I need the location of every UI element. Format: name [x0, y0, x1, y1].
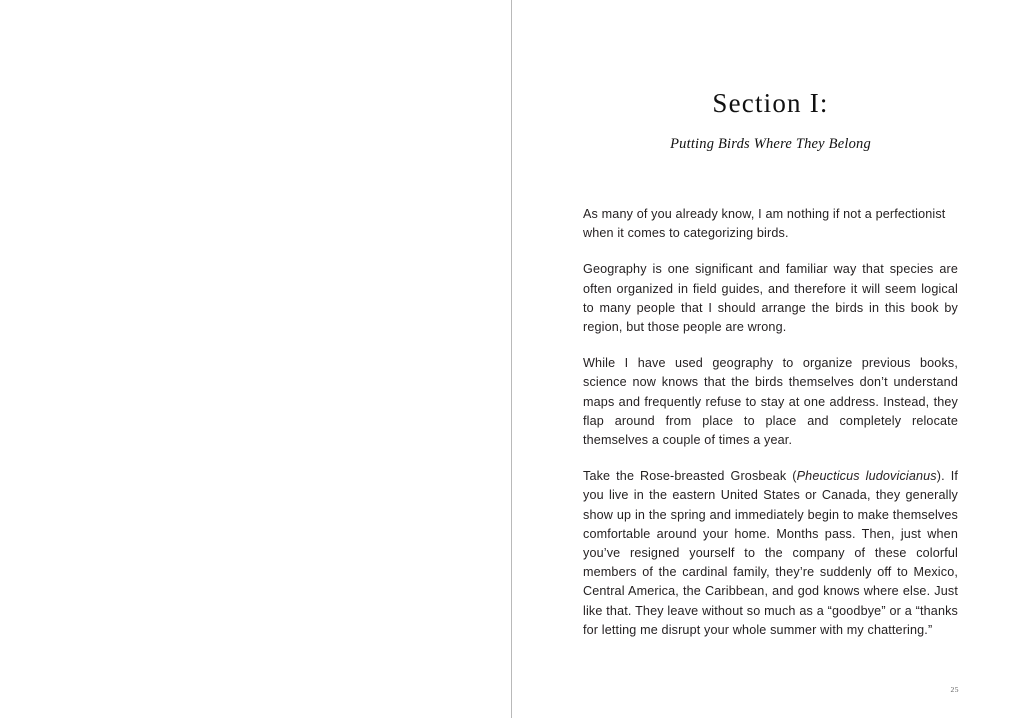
- section-subtitle: Putting Birds Where They Belong: [670, 136, 871, 152]
- page-number: 25: [950, 685, 959, 694]
- paragraph-2: Geography is one significant and familiar way that species are often organized in field guides, and therefore it will seem logical to many people that I should arrange the birds in this book by region, but those people are wrong.: [583, 262, 958, 335]
- paragraph-4-before: Take the Rose-breasted Grosbeak (: [583, 469, 797, 484]
- paragraph-4-after: ). If you live in the eastern United States or Canada, they generally show up in the spring and immediately begin to make themselves comfortable around your home. Months pass. Then, just when you’ve resigned yourself to the company of these colorful members of the cardinal family, they’re suddenly off to Mexico, Central America, the Caribbean, and god knows where else. Just like that. They leave without so much as a “goodbye” or a “thanks for letting me disrupt your whole summer with my chattering.”: [583, 469, 958, 637]
- page-right: [512, 0, 1024, 718]
- body-copy: [583, 205, 958, 640]
- page-title: Section I:: [712, 88, 829, 118]
- page-content: [583, 0, 958, 718]
- paragraph-4: [583, 467, 958, 640]
- paragraph-3: While I have used geography to organize previous books, science now knows that the birds themselves don’t understand maps and frequently refuse to stay at one address. Instead, they flap around from place to place and completely relocate themselves a couple of times a year.: [583, 356, 958, 448]
- paragraph-1: As many of you already know, I am nothing if not a perfectionist when it comes to categorizing birds.: [583, 207, 946, 241]
- species-latin-name: Pheucticus ludovicianus: [796, 469, 937, 484]
